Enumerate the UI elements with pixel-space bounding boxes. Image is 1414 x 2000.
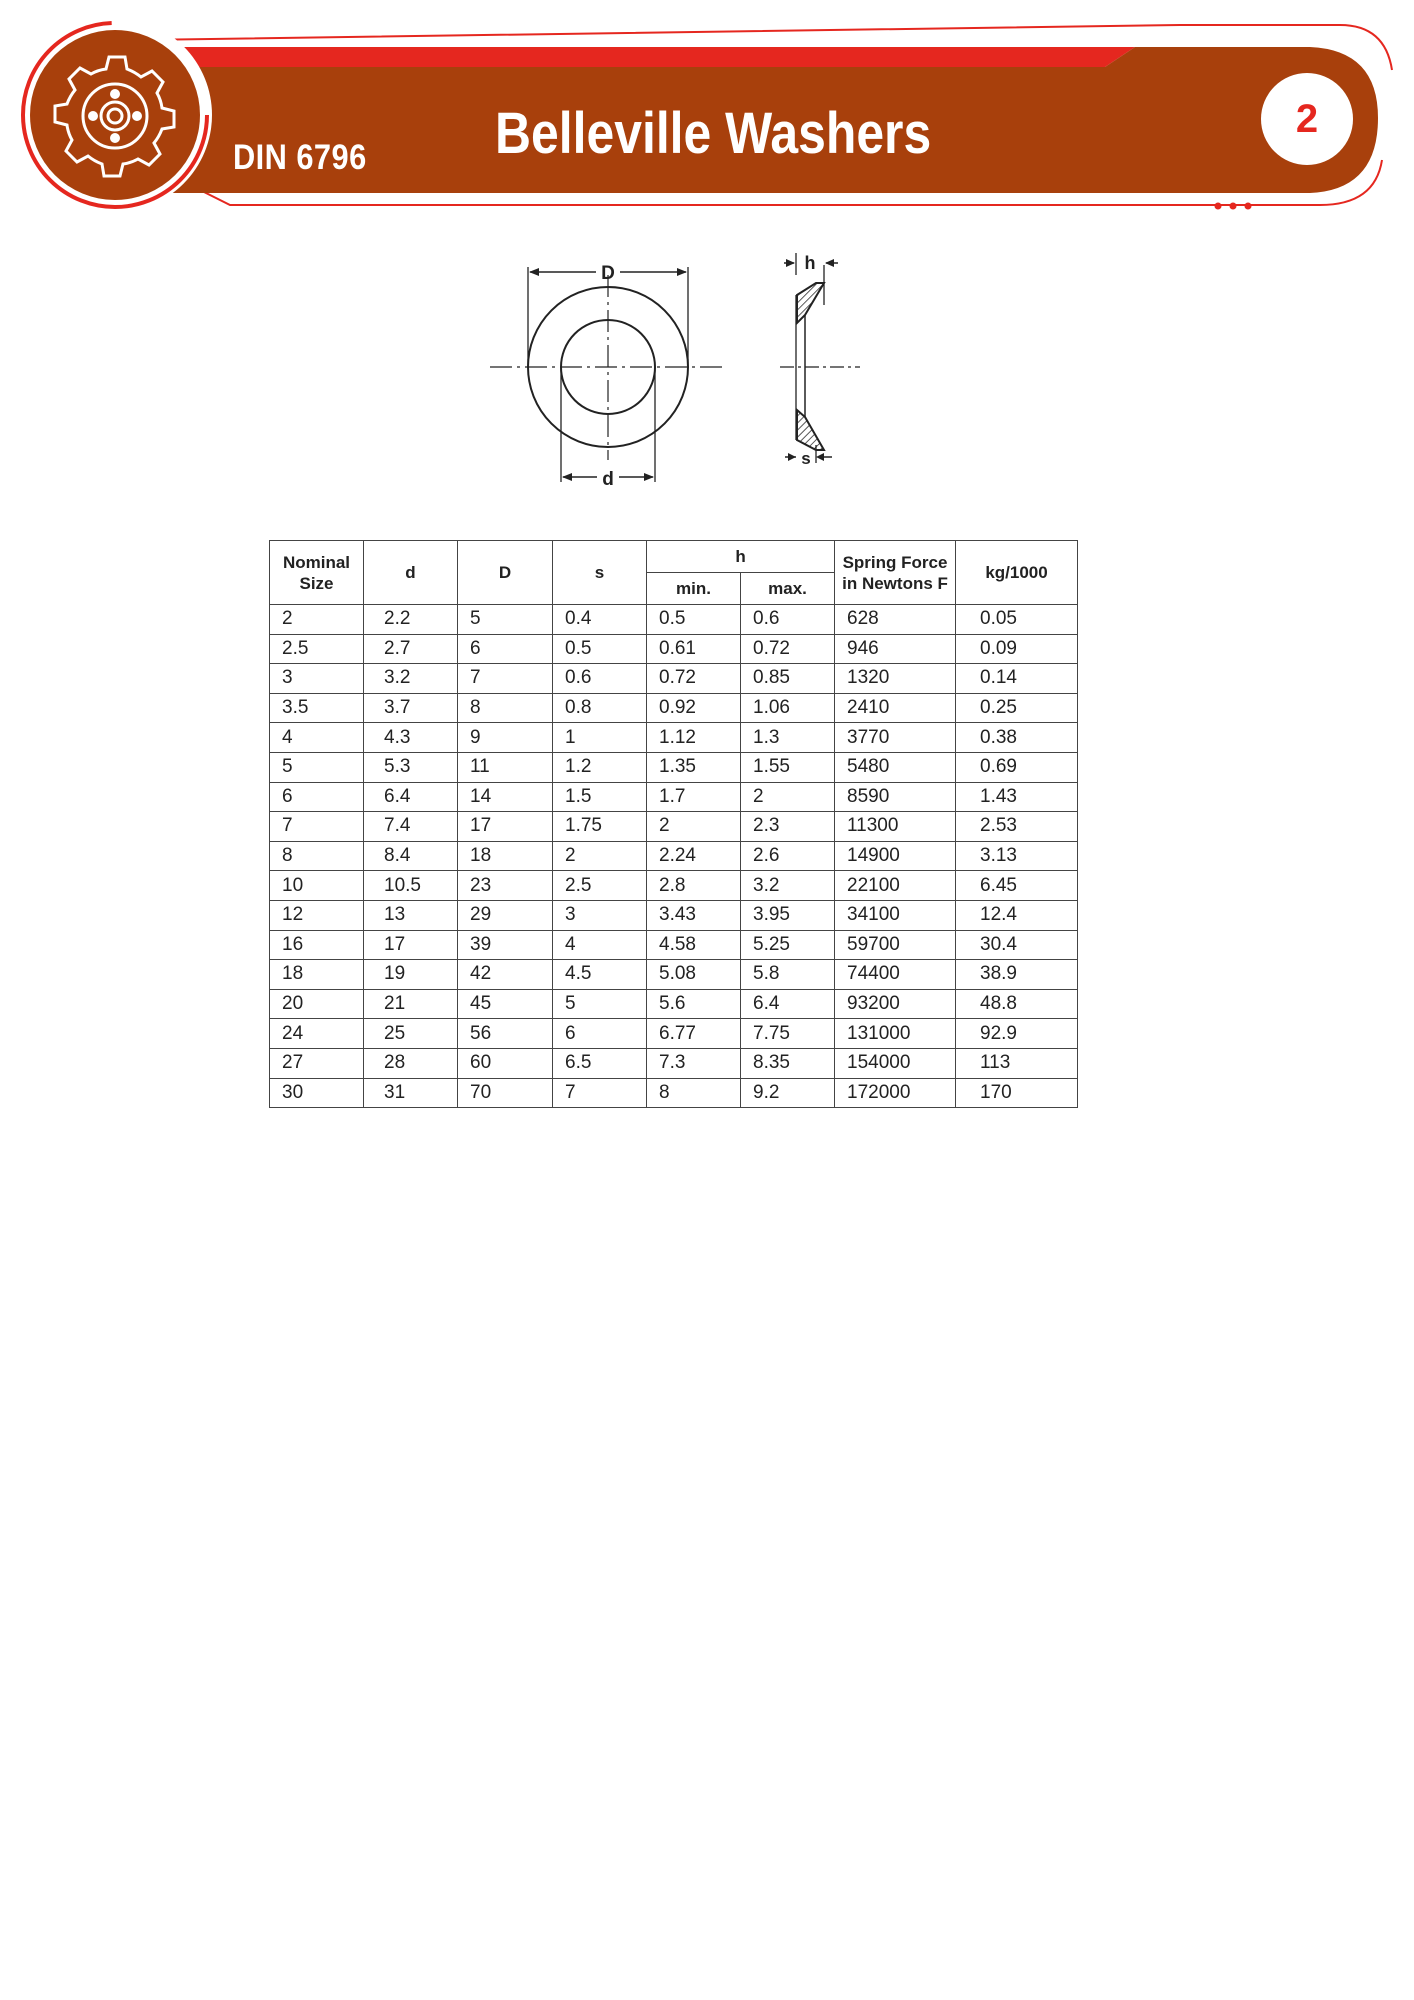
table-cell: 0.72 xyxy=(741,634,835,664)
table-cell: 0.6 xyxy=(553,664,647,694)
table-cell: 1.2 xyxy=(553,752,647,782)
table-cell: 3.95 xyxy=(741,900,835,930)
table-cell: 7 xyxy=(270,812,364,842)
table-cell: 11 xyxy=(458,752,553,782)
table-cell: 5 xyxy=(270,752,364,782)
table-cell: 1.35 xyxy=(647,752,741,782)
table-cell: 59700 xyxy=(835,930,956,960)
table-cell: 0.4 xyxy=(553,605,647,635)
table-cell: 5.25 xyxy=(741,930,835,960)
table-cell: 2 xyxy=(270,605,364,635)
table-cell: 23 xyxy=(458,871,553,901)
table-cell: 0.92 xyxy=(647,693,741,723)
table-cell: 30.4 xyxy=(956,930,1078,960)
table-cell: 0.09 xyxy=(956,634,1078,664)
table-cell: 3.5 xyxy=(270,693,364,723)
table-cell: 2.5 xyxy=(270,634,364,664)
table-cell: 48.8 xyxy=(956,989,1078,1019)
page-number-badge: 2 xyxy=(1261,73,1353,165)
table-cell: 1 xyxy=(553,723,647,753)
table-cell: 1.06 xyxy=(741,693,835,723)
table-cell: 22100 xyxy=(835,871,956,901)
table-cell: 25 xyxy=(364,1019,458,1049)
table-cell: 11300 xyxy=(835,812,956,842)
page-title: Belleville Washers xyxy=(495,101,932,166)
table-cell: 1.7 xyxy=(647,782,741,812)
table-cell: 60 xyxy=(458,1048,553,1078)
table-cell: 0.25 xyxy=(956,693,1078,723)
table-cell: 2.53 xyxy=(956,812,1078,842)
table-row xyxy=(270,1019,1078,1049)
table-cell: 3 xyxy=(553,900,647,930)
table-cell: 0.38 xyxy=(956,723,1078,753)
table-cell: 4 xyxy=(270,723,364,753)
table-cell: 3 xyxy=(270,664,364,694)
table-row xyxy=(270,634,1078,664)
table-cell: 19 xyxy=(364,960,458,990)
table-cell: 172000 xyxy=(835,1078,956,1108)
table-cell: 20 xyxy=(270,989,364,1019)
table-cell: 6.77 xyxy=(647,1019,741,1049)
header-inner-diameter: d xyxy=(364,541,458,605)
table-cell: 946 xyxy=(835,634,956,664)
table-cell: 30 xyxy=(270,1078,364,1108)
dimensions-table xyxy=(269,540,1078,1108)
table-cell: 3.43 xyxy=(647,900,741,930)
table-row xyxy=(270,812,1078,842)
label-height: h xyxy=(804,253,816,273)
table-cell: 3.7 xyxy=(364,693,458,723)
table-cell: 2 xyxy=(553,841,647,871)
table-cell: 13 xyxy=(364,900,458,930)
table-cell: 131000 xyxy=(835,1019,956,1049)
table-cell: 9.2 xyxy=(741,1078,835,1108)
table-cell: 17 xyxy=(458,812,553,842)
table-row xyxy=(270,930,1078,960)
table-cell: 3.13 xyxy=(956,841,1078,871)
table-cell: 8590 xyxy=(835,782,956,812)
table-row xyxy=(270,605,1078,635)
table-cell: 5 xyxy=(458,605,553,635)
header-weight: kg/1000 xyxy=(956,541,1078,605)
table-cell: 17 xyxy=(364,930,458,960)
table-cell: 1.75 xyxy=(553,812,647,842)
washer-drawings xyxy=(480,245,900,500)
table-cell: 628 xyxy=(835,605,956,635)
table-row xyxy=(270,752,1078,782)
table-cell: 0.5 xyxy=(647,605,741,635)
table-cell: 0.72 xyxy=(647,664,741,694)
table-cell: 92.9 xyxy=(956,1019,1078,1049)
table-cell: 45 xyxy=(458,989,553,1019)
table-cell: 5.3 xyxy=(364,752,458,782)
table-cell: 5.8 xyxy=(741,960,835,990)
table-cell: 2.2 xyxy=(364,605,458,635)
table-cell: 4.5 xyxy=(553,960,647,990)
table-cell: 31 xyxy=(364,1078,458,1108)
table-cell: 12 xyxy=(270,900,364,930)
table-row xyxy=(270,871,1078,901)
table-cell: 5 xyxy=(553,989,647,1019)
table-cell: 6.4 xyxy=(364,782,458,812)
table-row xyxy=(270,900,1078,930)
table-cell: 14900 xyxy=(835,841,956,871)
table-cell: 7.3 xyxy=(647,1048,741,1078)
label-inner-diameter: d xyxy=(602,469,614,490)
table-cell: 74400 xyxy=(835,960,956,990)
table-cell: 1320 xyxy=(835,664,956,694)
table-cell: 2 xyxy=(741,782,835,812)
table-cell: 93200 xyxy=(835,989,956,1019)
table-cell: 1.43 xyxy=(956,782,1078,812)
table-row xyxy=(270,664,1078,694)
table-cell: 18 xyxy=(458,841,553,871)
table-row xyxy=(270,1048,1078,1078)
label-thickness: s xyxy=(801,449,811,468)
table-cell: 39 xyxy=(458,930,553,960)
table-row xyxy=(270,782,1078,812)
table-cell: 16 xyxy=(270,930,364,960)
table-cell: 2 xyxy=(647,812,741,842)
table-cell: 0.05 xyxy=(956,605,1078,635)
table-cell: 38.9 xyxy=(956,960,1078,990)
table-cell: 28 xyxy=(364,1048,458,1078)
table-cell: 7.4 xyxy=(364,812,458,842)
table-cell: 6 xyxy=(270,782,364,812)
table-cell: 0.8 xyxy=(553,693,647,723)
table-cell: 7 xyxy=(553,1078,647,1108)
table-cell: 8.35 xyxy=(741,1048,835,1078)
table-row xyxy=(270,723,1078,753)
table-cell: 10 xyxy=(270,871,364,901)
table-cell: 8 xyxy=(458,693,553,723)
table-cell: 18 xyxy=(270,960,364,990)
table-cell: 2.7 xyxy=(364,634,458,664)
table-cell: 1.12 xyxy=(647,723,741,753)
table-cell: 56 xyxy=(458,1019,553,1049)
table-cell: 3.2 xyxy=(364,664,458,694)
table-cell: 6 xyxy=(553,1019,647,1049)
table-cell: 0.69 xyxy=(956,752,1078,782)
table-cell: 0.61 xyxy=(647,634,741,664)
header-nominal-size: Nominal Size xyxy=(270,541,364,605)
table-cell: 113 xyxy=(956,1048,1078,1078)
table-cell: 24 xyxy=(270,1019,364,1049)
table-cell: 34100 xyxy=(835,900,956,930)
table-cell: 10.5 xyxy=(364,871,458,901)
table-cell: 2.5 xyxy=(553,871,647,901)
table-cell: 8 xyxy=(270,841,364,871)
table-cell: 4.3 xyxy=(364,723,458,753)
table-row xyxy=(270,989,1078,1019)
table-cell: 6 xyxy=(458,634,553,664)
table-cell: 1.55 xyxy=(741,752,835,782)
table-cell: 2410 xyxy=(835,693,956,723)
table-row xyxy=(270,693,1078,723)
table-cell: 2.8 xyxy=(647,871,741,901)
table-cell: 3.2 xyxy=(741,871,835,901)
table-cell: 5480 xyxy=(835,752,956,782)
table-cell: 6.5 xyxy=(553,1048,647,1078)
table-cell: 5.08 xyxy=(647,960,741,990)
gear-icon xyxy=(52,48,210,206)
table-cell: 1.3 xyxy=(741,723,835,753)
table-row xyxy=(270,841,1078,871)
table-row xyxy=(270,960,1078,990)
standard-label: DIN 6796 xyxy=(233,138,367,177)
table-cell: 154000 xyxy=(835,1048,956,1078)
table-row xyxy=(270,1078,1078,1108)
header-banner xyxy=(0,0,1414,215)
header-height: h xyxy=(647,541,835,573)
table-cell: 2.6 xyxy=(741,841,835,871)
table-cell: 7.75 xyxy=(741,1019,835,1049)
table-cell: 2.24 xyxy=(647,841,741,871)
header-outer-diameter: D xyxy=(458,541,553,605)
table-cell: 29 xyxy=(458,900,553,930)
table-cell: 7 xyxy=(458,664,553,694)
table-cell: 6.4 xyxy=(741,989,835,1019)
table-cell: 170 xyxy=(956,1078,1078,1108)
table-cell: 70 xyxy=(458,1078,553,1108)
table-cell: 6.45 xyxy=(956,871,1078,901)
table-cell: 12.4 xyxy=(956,900,1078,930)
washer-drawing-svg xyxy=(480,245,900,500)
table-cell: 1.5 xyxy=(553,782,647,812)
header-spring-force: Spring Force in Newtons F xyxy=(835,541,956,605)
header-thickness: s xyxy=(553,541,647,605)
table-cell: 3770 xyxy=(835,723,956,753)
table-cell: 21 xyxy=(364,989,458,1019)
table-cell: 0.85 xyxy=(741,664,835,694)
label-outer-diameter: D xyxy=(601,263,615,284)
table-cell: 2.3 xyxy=(741,812,835,842)
table-cell: 0.6 xyxy=(741,605,835,635)
table-cell: 0.14 xyxy=(956,664,1078,694)
table-cell: 42 xyxy=(458,960,553,990)
table-cell: 0.5 xyxy=(553,634,647,664)
table-cell: 4.58 xyxy=(647,930,741,960)
table-cell: 8.4 xyxy=(364,841,458,871)
header-height-max: max. xyxy=(741,573,835,605)
table-cell: 14 xyxy=(458,782,553,812)
header-height-min: min. xyxy=(647,573,741,605)
table-cell: 5.6 xyxy=(647,989,741,1019)
table-cell: 27 xyxy=(270,1048,364,1078)
table-cell: 9 xyxy=(458,723,553,753)
table-cell: 4 xyxy=(553,930,647,960)
table-body xyxy=(270,605,1078,1108)
table-cell: 8 xyxy=(647,1078,741,1108)
